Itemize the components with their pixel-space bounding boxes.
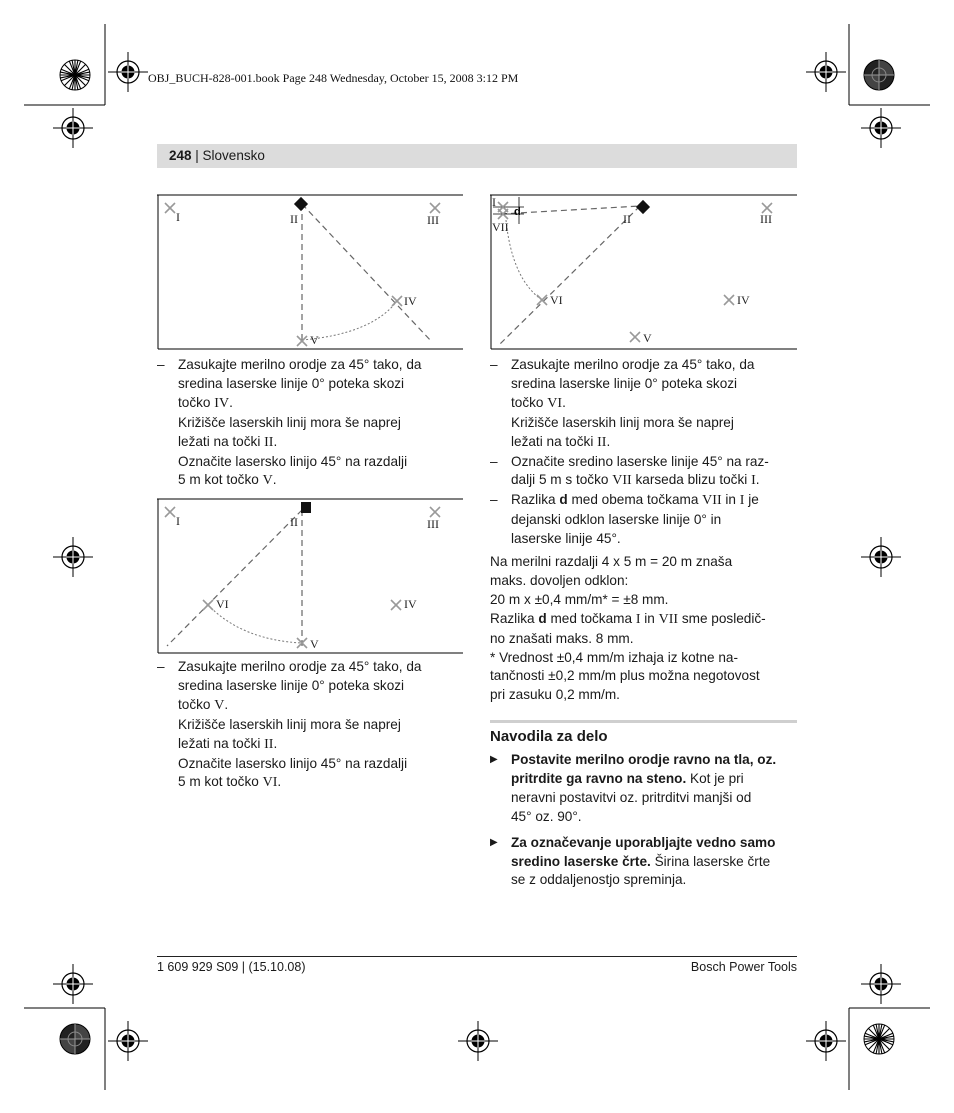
- tool-marker: [636, 200, 650, 214]
- label-VII: VII: [492, 220, 509, 234]
- label-I: I: [492, 195, 496, 209]
- header-language: Slovensko: [202, 148, 265, 163]
- label-d: d: [514, 206, 521, 218]
- label-V: V: [643, 331, 652, 345]
- label-V: V: [310, 333, 319, 347]
- tool-marker: [301, 502, 311, 513]
- footer-doc-number: 1 609 929 S09 | (15.10.08): [157, 960, 306, 974]
- section-title: Navodila za delo: [490, 728, 608, 745]
- right-step-2: – Označite sredino laserske linije 45° na raz- dalji 5 m s točko VII karseda blizu točki I.: [490, 453, 769, 489]
- label-VI: VI: [550, 293, 563, 307]
- label-II: II: [290, 212, 298, 226]
- left-step-1: – Zasukajte merilno orodje za 45° tako, da sredina laserske linije 0° poteka skozi točko IV. Križišče laserskih linij mora še naprej ležati na točki II. Označite lasersko linijo 45° na razdalji 5 m kot točko V.: [157, 357, 422, 489]
- book-info-line: OBJ_BUCH-828-001.book Page 248 Wednesday, October 15, 2008 3:12 PM: [148, 71, 519, 85]
- label-IV: IV: [404, 294, 417, 308]
- label-II: II: [623, 212, 631, 226]
- label-III: III: [427, 517, 439, 531]
- cross-VI: [537, 295, 547, 305]
- page-number: 248: [169, 148, 192, 163]
- figure-3-diagram: [490, 194, 797, 350]
- dash: –: [157, 357, 165, 372]
- page-header: [157, 144, 797, 168]
- right-steps: [490, 356, 802, 549]
- page-footer: [157, 956, 797, 974]
- label-IV: IV: [737, 293, 750, 307]
- arc: [506, 220, 542, 300]
- right-step-3: – Razlika d med obema točkama VII in I je dejanski odklon laserske linije 0° in laserske linije 45°.: [490, 492, 759, 547]
- bullet-item-2: ▶ Za označevanje uporabljajte vedno samo sredino laserske črte. Širina laserske črte se z oddaljenostjo spreminja.: [490, 834, 776, 888]
- section-heading: [490, 720, 797, 745]
- footer-brand: Bosch Power Tools: [690, 960, 797, 974]
- right-step-1: – Zasukajte merilno orodje za 45° tako, da sredina laserske linije 0° poteka skozi točko VI. Križišče laserskih linij mora še naprej ležati na točki II.: [490, 357, 755, 450]
- bullet-triangle-icon: ▶: [490, 836, 498, 848]
- cross-V: [630, 332, 640, 342]
- label-V: V: [310, 637, 319, 651]
- label-III: III: [760, 212, 772, 226]
- label-IV: IV: [404, 597, 417, 611]
- figure-2-diagram: [157, 498, 463, 654]
- label-VI: VI: [216, 597, 229, 611]
- bullet-item-1: ▶ Postavite merilno orodje ravno na tla, oz. pritrdite ga ravno na steno. Kot je pri neravni postavitvi oz. pritrditvi manjši od 45° oz. 90°.: [490, 752, 777, 824]
- cross-III: [430, 507, 440, 517]
- laser-line-45: [302, 204, 432, 342]
- left-step-2: – Zasukajte merilno orodje za 45° tako, da sredina laserske linije 0° poteka skozi točko V. Križišče laserskih linij mora še naprej ležati na točki II. Označite lasersko linijo 45° na razdalji 5 m kot točko VI.: [157, 659, 422, 791]
- tolerance-paragraph: Na merilni razdalji 4 x 5 m = 20 m znaša maks. dovoljen odklon: 20 m x ±0,4 mm/m* = ±8 mm. Razlika d med točkama I in VII sme posledič- no znašati maks. 8 mm. * Vrednost ±0,4 mm/m izhaja iz kotne na- tančnosti ±0,2 mm/m plus možna negotovost pri zasuku 0,2 mm/m.: [490, 554, 766, 703]
- label-II: II: [290, 515, 298, 529]
- cross-VI: [203, 600, 213, 610]
- cross-IV: [391, 600, 401, 610]
- cross-I: [165, 507, 175, 517]
- label-III: III: [427, 213, 439, 227]
- cross-IV: [724, 295, 734, 305]
- bullet-triangle-icon: ▶: [490, 754, 498, 765]
- bullet-list: [490, 751, 802, 890]
- label-I: I: [176, 210, 180, 224]
- cross-III: [430, 203, 440, 213]
- cross-I: [165, 203, 175, 213]
- header-separator: |: [191, 148, 203, 163]
- tool-marker: [294, 197, 308, 211]
- figure-1-diagram: [157, 194, 463, 350]
- label-I: I: [176, 514, 180, 528]
